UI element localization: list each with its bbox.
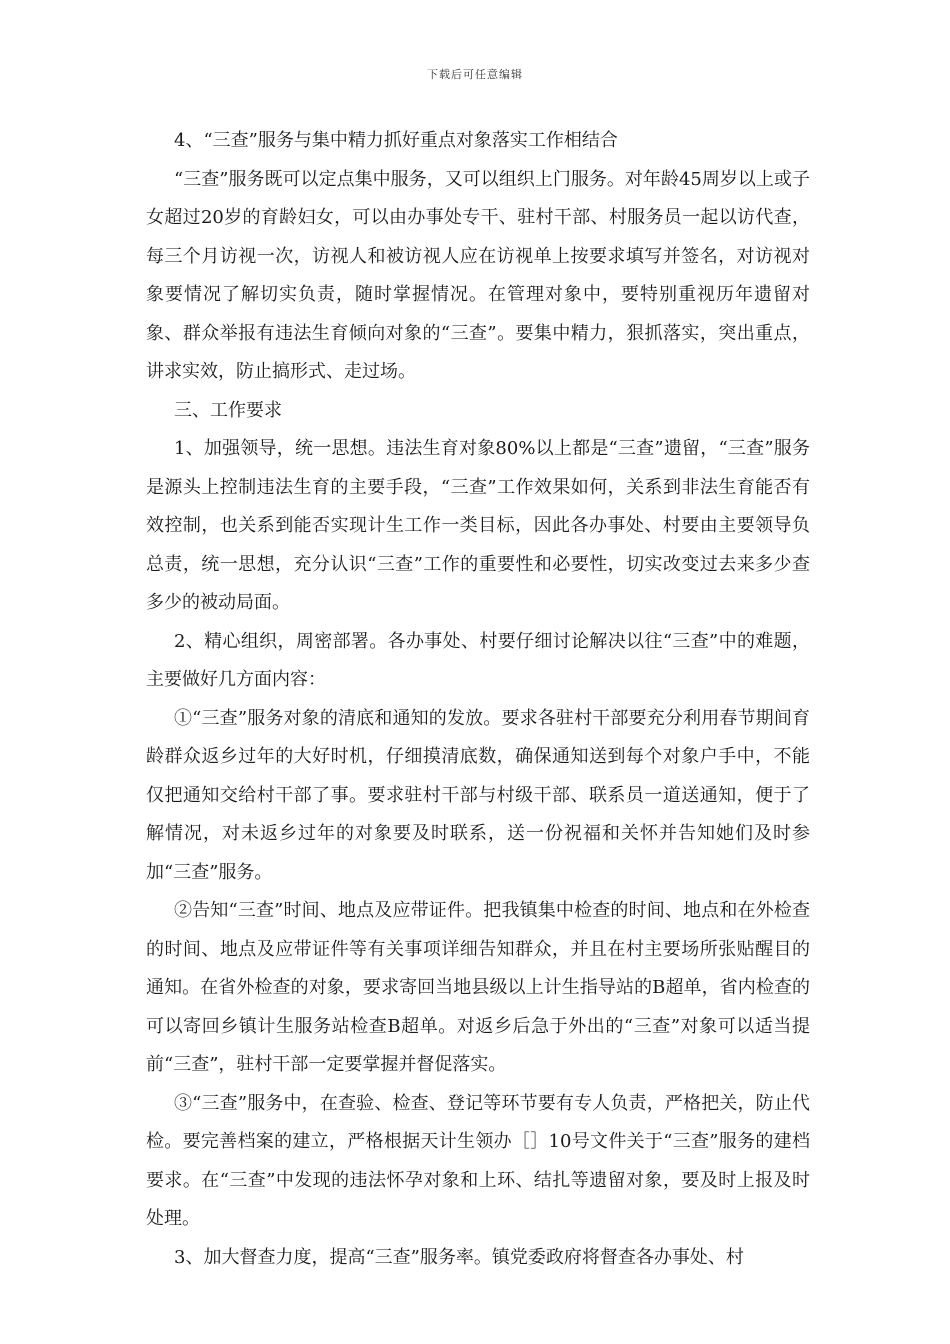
- document-body: [146, 122, 810, 1277]
- section-heading-4: 4、“三查”服务与集中精力抓好重点对象落实工作相结合: [174, 130, 618, 151]
- paragraph-supervision: 3、加大督查力度，提高“三查”服务率。镇党委政府将督查各办事处、村: [174, 1246, 744, 1268]
- paragraph-home-service: “三查”服务既可以定点集中服务，又可以组织上门服务。对年龄45周岁以上或子女超过20岁的育龄妇女，可以由办事处专干、驻村干部、村服务员一起以访代查，每三个月访视一次，访视人和被访视人应在访视单上按要求填写并签名，对访视对象要情况了解切实负责，随时掌握情况。在管理对象中，要特别重视历年遗留对象、群众举报有违法生育倾向对象的“三查”。要集中精力，狠抓落实，突出重点，讲求实效，防止搞形式、走过场。: [146, 168, 810, 382]
- paragraph-item-3: ③“三查”服务中，在查验、检查、登记等环节要有专人负责，严格把关，防止代检。要完善档案的建立，严格根据天计生领办［］10号文件关于“三查”服务的建档要求。在“三查”中发现的违法怀孕对象和上环、结扎等遗留对象，要及时上报及时处理。: [146, 1092, 810, 1229]
- paragraph-organization: 2、精心组织，周密部署。各办事处、村要仔细讨论解决以往“三查”中的难题，主要做好几方面内容：: [146, 630, 810, 690]
- paragraph-leadership: 1、加强领导，统一思想。违法生育对象80%以上都是“三查”遗留，“三查”服务是源头上控制违法生育的主要手段，“三查”工作效果如何，关系到非法生育能否有效控制，也关系到能否实现计生工作一类目标，因此各办事处、村要由主要领导负总责，统一思想，充分认识“三查”工作的重要性和必要性，切实改变过去来多少查多少的被动局面。: [146, 438, 810, 613]
- paragraph-item-1: ①“三查”服务对象的清底和通知的发放。要求各驻村干部要充分利用春节期间育龄群众返乡过年的大好时机，仔细摸清底数，确保通知送到每个对象户手中，不能仅把通知交给村干部了事。要求驻村干部与村级干部、联系员一道送通知，便于了解情况，对未返乡过年的对象要及时联系，送一份祝福和关怀并告知她们及时参加“三查”服务。: [146, 707, 810, 883]
- paragraph-item-2: ②告知“三查”时间、地点及应带证件。把我镇集中检查的时间、地点和在外检查的时间、地点及应带证件等有关事项详细告知群众，并且在村主要场所张贴醒目的通知。在省外检查的对象，要求寄回当地县级以上计生指导站的B超单，省内检查的可以寄回乡镇计生服务站检查B超单。对返乡后急于外出的“三查”对象可以适当提前“三查”，驻村干部一定要掌握并督促落实。: [146, 900, 810, 1075]
- section-heading-work-requirements: 三、工作要求: [174, 399, 282, 421]
- page-header: 下载后可任意编辑: [427, 68, 523, 81]
